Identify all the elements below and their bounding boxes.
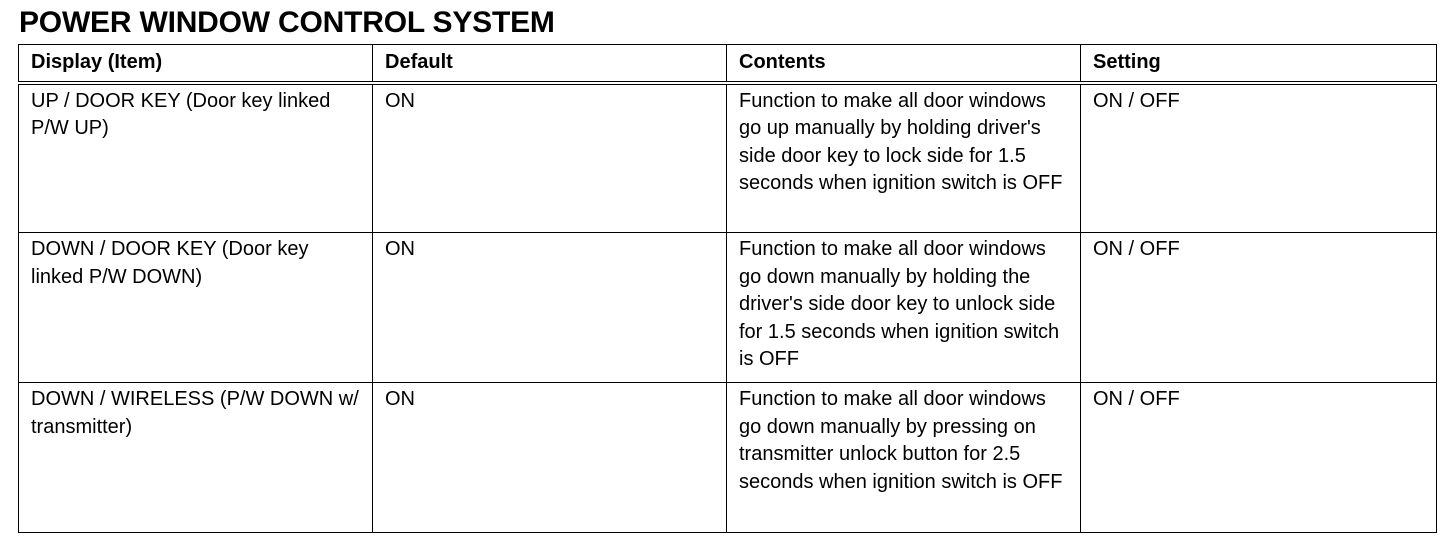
cell-setting: ON / OFF bbox=[1081, 83, 1437, 233]
cell-default: ON bbox=[373, 233, 727, 383]
table-row bbox=[19, 383, 1437, 533]
cell-default: ON bbox=[373, 383, 727, 533]
cell-contents: Function to make all door windows go up manually by holding driver's side door key to lock side for 1.5 seconds when ignition switch is OFF bbox=[727, 83, 1081, 233]
cell-contents: Function to make all door windows go down manually by pressing on transmitter unlock button for 2.5 seconds when ignition switch is OFF bbox=[727, 383, 1081, 533]
cell-setting: ON / OFF bbox=[1081, 383, 1437, 533]
table-header-row bbox=[19, 45, 1437, 83]
header-display-item: Display (Item) bbox=[19, 45, 373, 83]
settings-table bbox=[18, 44, 1437, 533]
cell-default: ON bbox=[373, 83, 727, 233]
cell-item: DOWN / DOOR KEY (Door key linked P/W DOWN) bbox=[19, 233, 373, 383]
header-default: Default bbox=[373, 45, 727, 83]
header-contents: Contents bbox=[727, 45, 1081, 83]
cell-contents: Function to make all door windows go down manually by holding the driver's side door key to unlock side for 1.5 seconds when ignition switch is OFF bbox=[727, 233, 1081, 383]
table-row bbox=[19, 233, 1437, 383]
page-title: POWER WINDOW CONTROL SYSTEM bbox=[19, 6, 555, 39]
table-row bbox=[19, 83, 1437, 233]
cell-setting: ON / OFF bbox=[1081, 233, 1437, 383]
cell-item: DOWN / WIRELESS (P/W DOWN w/ transmitter) bbox=[19, 383, 373, 533]
cell-item: UP / DOOR KEY (Door key linked P/W UP) bbox=[19, 83, 373, 233]
header-setting: Setting bbox=[1081, 45, 1437, 83]
